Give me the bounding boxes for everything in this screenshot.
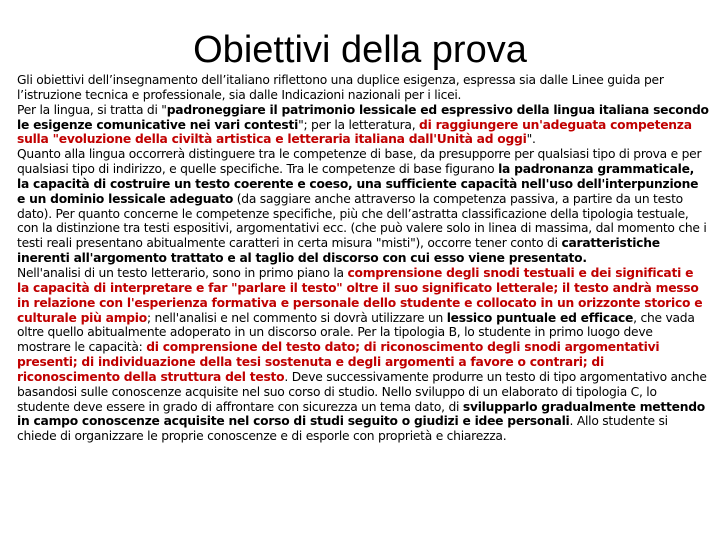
- bold-text: svilupparlo gradualmente mettendo in campo conoscenze acquisite nel corso di studi seguito o giudizi e idee personali: [17, 399, 705, 429]
- bold-text: caratteristiche inerenti all'argomento trattato e al taglio del discorso con cui esso viene presentato.: [17, 236, 660, 266]
- body-text: . Allo studente si chiede di organizzare le proprie conoscenze e di esporle con proprietà e chiarezza.: [17, 414, 668, 444]
- body-text: "; per la letteratura,: [298, 117, 420, 132]
- body-text: , che vada oltre quello abitualmente adoperato in un discorso orale. Per la tipologia B, lo studente in primo luogo deve mostrare le capacità:: [17, 310, 695, 355]
- body-text: (da saggiare anche attraverso la competenza passiva, a partire da un testo dato). Per quanto concerne le competenze specifiche, più che dell’astratta classificazione della tipologia testuale, con la distinzione tra testi espositivi, argomentativi ecc. (che può valere solo in linea di massima, dal momento che i testi reali presentano abitualmente caratteri in certa misura "misti"), occorre tener conto di: [17, 191, 707, 251]
- highlighted-text: di comprensione del testo dato; di riconoscimento degli snodi argomentativi presenti; di individuazione della tesi sostenuta e degli argomenti a favore o contrari; di riconoscimento della struttura del testo: [17, 340, 660, 384]
- paragraph: [17, 266, 709, 444]
- highlighted-text: di raggiungere un'adeguata competenza sulla "evoluzione della civiltà artistica e letteraria italiana dall'Unità ad oggi: [17, 117, 692, 147]
- slide-title: Obiettivi della prova: [193, 29, 527, 71]
- body-text: Nell'analisi di un testo letterario, sono in primo piano la: [17, 265, 348, 280]
- body-text: Gli obiettivi dell’insegnamento dell’italiano riflettono una duplice esigenza, espressa sia dalle Linee guida per l’istruzione tecnica e professionale, sia dalle Indicazioni nazionali per i licei.: [17, 73, 664, 102]
- body-text: Per la lingua, si tratta di ": [17, 102, 167, 117]
- body-text: Quanto alla lingua occorrerà distinguere tra le competenze di base, da presupporre per qualsiasi tipo di prova e per qualsiasi tipo di indirizzo, e quelle specifiche. Tra le competenze di base figurano: [17, 147, 702, 177]
- body-text: ".: [526, 132, 536, 147]
- slide-body: [17, 73, 709, 444]
- bold-text: la padronanza grammaticale, la capacità di costruire un testo coerente e coeso, una sufficiente capacità nell'uso dell'interpunzione e un dominio lessicale adeguato: [17, 162, 699, 206]
- body-text: . Deve successivamente produrre un testo di tipo argomentativo anche basandosi sulle conoscenze acquisite nel suo corso di studio. Nello sviluppo di un elaborato di tipologia C, lo studente deve essere in grado di affrontare con sicurezza un tema dato, di: [17, 369, 707, 414]
- paragraph: [17, 147, 709, 266]
- paragraph: [17, 73, 709, 103]
- paragraph: [17, 103, 709, 148]
- highlighted-text: comprensione degli snodi testuali e dei significati e la capacità di interpretare e far "parlare il testo" oltre il suo significato letterale; il testo andrà messo in relazione con l'esperienza formativa e personale dello studente e collocato in un orizzonte storico e culturale più ampio: [17, 265, 703, 325]
- bold-text: lessico puntuale ed efficace: [446, 310, 634, 325]
- bold-text: padroneggiare il patrimonio lessicale ed espressivo della lingua italiana secondo le esigenze comunicative nei vari contesti: [17, 102, 709, 132]
- body-text: ; nell'analisi e nel commento si dovrà utilizzare un: [146, 310, 447, 325]
